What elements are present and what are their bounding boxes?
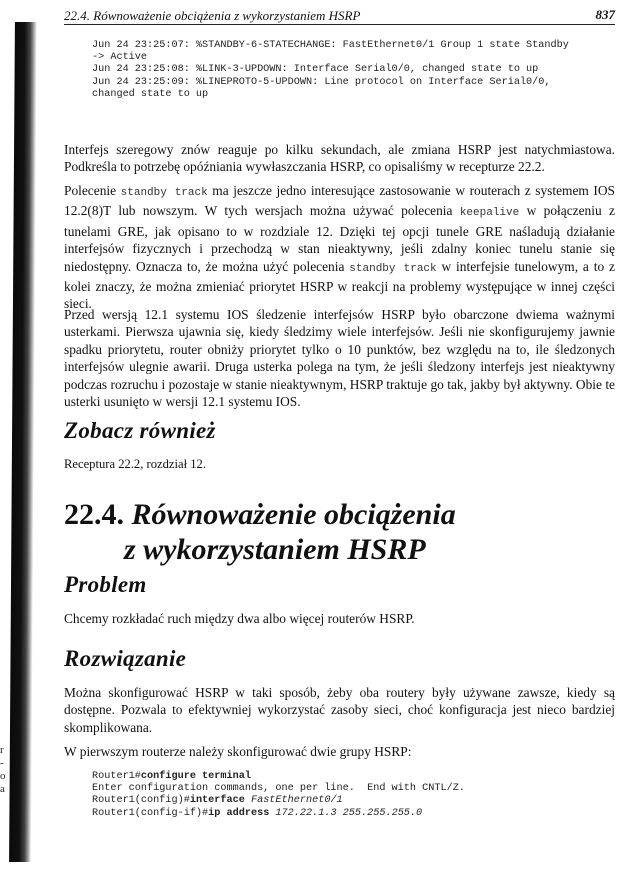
log-line: Jun 24 23:25:07: %STANDBY-6-STATECHANGE: FastEthernet0/1 Group 1 state Standby [92, 40, 569, 51]
config-line: Router1(config-if)#ip address 172.22.1.3 255.255.255.0 [92, 807, 423, 819]
paragraph-standby-track: Polecenie standby track ma jeszcze jedno interesujące zastosowanie w routerach z systemem IOS 12.2(8)T lub nowszym. W tych wersjach można używać polecenia keepalive w połączeniu z tunelami GRE, jak opisano to w rozdziale 12. Dzięki tej opcji tunele GRE naśladują działanie interfejsów fizycznych i przechodzą w stan nieaktywny, jeśli zdalny koniec tunelu stanie się niedostępny. Oznacza to, że można użyć polecenia standby track w interfejsie tunelowym, a to z kolei znaczy, że można zmieniać priorytet HSRP w reakcji na problemy występujące w innej części sieci. [64, 183, 615, 312]
running-head [64, 5, 615, 25]
heading-see-also: Zobacz również [64, 418, 216, 443]
config-line: Router1#configure terminal [92, 771, 251, 782]
heading-solution: Rozwiązanie [64, 646, 187, 671]
running-head-title: 22.4. Równoważenie obciążenia z wykorzystaniem HSRP [64, 8, 361, 23]
margin-mark: a [0, 783, 5, 795]
inline-code: keepalive [459, 207, 520, 220]
section-title [64, 497, 456, 567]
log-line: changed state to up [92, 88, 209, 100]
margin-mark: - [0, 757, 4, 769]
solution-paragraph-1: Można skonfigurować HSRP w taki sposób, żeby oba routery były używane zawsze, kiedy są dostępne. Pozwala to efektywniej wykorzystać zasoby sieci, choć konfiguracja jest nieco bardziej skomplikowana. [64, 685, 615, 735]
solution-paragraph-2: W pierwszym routerze należy skonfigurować dwie grupy HSRP: [64, 744, 412, 759]
section-number: 22.4. [64, 498, 124, 531]
section-title-line1: Równoważenie obciążenia [131, 498, 456, 531]
log-line: Jun 24 23:25:08: %LINK-3-UPDOWN: Interface Serial0/0, changed state to up [92, 64, 539, 76]
margin-mark: o [0, 770, 6, 782]
heading-problem: Problem [64, 572, 147, 597]
config-line: Enter configuration commands, one per line. End with CNTL/Z. [92, 783, 465, 795]
log-output-block [92, 40, 569, 101]
page-number: 837 [595, 7, 615, 22]
inline-code: standby track [120, 187, 208, 199]
inline-code: standby track [349, 262, 437, 275]
margin-mark: r [0, 744, 4, 756]
paragraph-ios-bugs: Przed wersją 12.1 systemu IOS śledzenie interfejsów HSRP było obarczone dwiema ważnymi usterkami. Pierwsza ujawnia się, kiedy śledzimy wiele interfejsów. Jeśli nie skonfigurujemy jawnie spadku priorytetu, router obniży priorytet tylko o 10 punktów, bez względu na to, ile śledzonych interfejsów ulegnie awarii. Druga usterka polega na tym, że jeśli śledzony interfejs jest nieaktywny podczas rozruchu i pozostaje w stanie nieaktywnym, HSRP traktuje go tak, jakby był aktywny. Obie te usterki usunięto w wersji 12.1 systemu IOS. [64, 307, 615, 410]
log-line: -> Active [92, 52, 148, 64]
problem-text: Chcemy rozkładać ruch między dwa albo więcej routerów HSRP. [64, 611, 415, 626]
config-line: Router1(config)#interface FastEthernet0/1 [92, 795, 343, 807]
config-code-block [92, 771, 465, 820]
see-also-text: Receptura 22.2, rozdział 12. [64, 457, 206, 471]
paragraph-serial-reaction: Interfejs szeregowy znów reaguje po kilku sekundach, ale zmiana HSRP jest natychmiastowa. Podkreśla to potrzebę opóźniania wywłaszczania HSRP, co opisaliśmy w recepturze 22.2. [64, 142, 615, 175]
log-line: Jun 24 23:25:09: %LINEPROTO-5-UPDOWN: Line protocol on Interface Serial0/0, [92, 76, 551, 88]
margin-marks [0, 744, 10, 796]
book-binding-shadow [9, 22, 37, 862]
section-title-line2: z wykorzystaniem HSRP [124, 533, 426, 566]
